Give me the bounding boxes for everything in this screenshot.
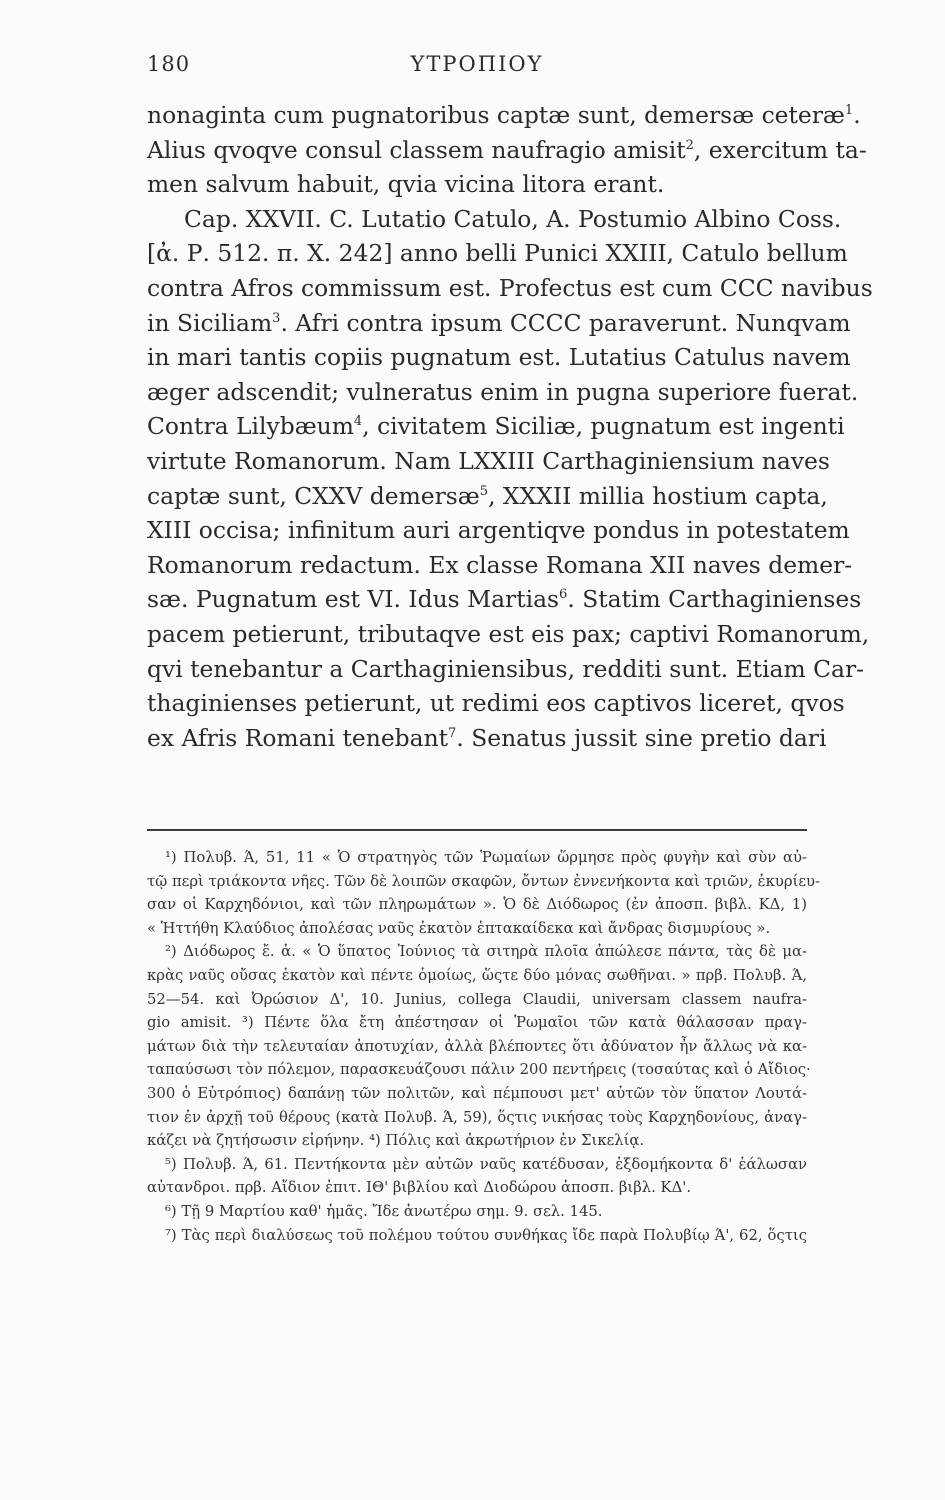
text-line-text-tail: , civitatem Siciliæ, pugnatum est ingenti (362, 412, 845, 441)
footnote-line (147, 1011, 807, 1035)
footnote-line (147, 917, 807, 941)
footnote-marker: 5 (479, 483, 489, 499)
text-line (147, 617, 870, 652)
text-line (147, 548, 853, 583)
text-line (147, 202, 842, 237)
footnote-line (147, 1082, 807, 1106)
footnote-line (147, 940, 807, 964)
footnote-line (147, 1176, 807, 1200)
footnote-line-text: κρὰς ναῦς οὔσας ἑκατὸν καὶ πέντε ὁμοίως, ὥςτε δύο μόνας σωθῆναι. » πρβ. Πολυβ. Ά, (147, 966, 807, 984)
footnote-line-text: ταπαύσωσι τὸν πόλεμον, παρασκευάζουσι πάλιν 200 πεντήρεις (τοσαύτας καὶ ὁ Αἴδιος· (147, 1061, 811, 1079)
text-line-text: captæ sunt, CXXV demersæ (147, 481, 480, 510)
text-line-text: ex Afris Romani tenebant (147, 723, 449, 752)
text-line-text: contra Afros commissum est. Profectus est cum CCC navibus (147, 273, 873, 302)
footnote-line (147, 988, 807, 1012)
footnote-line-text: gio amisit. ³) Πέντε ὅλα ἔτη ἀπέστησαν οἱ Ῥωμαῖοι τῶν κατὰ θάλασσαν πραγ- (147, 1014, 807, 1032)
text-line (147, 167, 807, 202)
text-line (147, 133, 867, 168)
footnote-line-text: τῷ περὶ τριάκοντα νῆες. Τῶν δὲ λοιπῶν σκαφῶν, ὄντων ἐννενήκοντα καὶ τριῶν, ἐκυρίευ- (147, 872, 821, 890)
footnote-marker: 6 (559, 587, 568, 603)
text-line-text: [ἀ. Ρ. 512. π. Χ. 242] anno belli Punici XXIII, Catulo bellum (147, 239, 848, 268)
footnote-marker: 4 (353, 414, 363, 430)
footnote-line (147, 846, 807, 870)
footnote-line-text: μάτων διὰ τὴν τελευταίαν ἀποτυχίαν, ἀλλὰ βλέποντες ὅτι ἀδύνατον ἦν ἄλλως νὰ κα- (147, 1037, 807, 1055)
text-line-text-tail: , exercitum ta- (693, 135, 867, 164)
footnote-line-text: ²) Διόδωρος ἔ. ἀ. « Ὁ ὕπατος Ἰούνιος τὰ σιτηρὰ πλοῖα ἀπώλεσε πάντα, τὰς δὲ μα- (165, 943, 807, 961)
text-line (147, 652, 865, 687)
text-line (147, 271, 873, 306)
text-line-text: Contra Lilybæum (147, 412, 354, 441)
footnote-line-text: τιον ἐν ἀρχῇ τοῦ θέρους (κατὰ Πολυβ. Ά, 59), ὅςτις νικήσας τοὺς Καρχηδονίους, ἀναγ- (147, 1108, 807, 1126)
text-line-text: qvi tenebantur a Carthaginiensibus, redditi sunt. Etiam Car- (147, 654, 865, 683)
footnote-line (147, 1058, 811, 1082)
text-line-text: thaginienses petierunt, ut redimi eos captivos liceret, qvos (147, 689, 845, 718)
text-line (147, 236, 848, 271)
footnote-marker: 1 (844, 103, 854, 119)
footnote-line (147, 1035, 807, 1059)
footnote-marker: 3 (272, 310, 281, 326)
text-line (147, 686, 845, 721)
footnote-line-text: « Ἡττήθη Κλαύδιος ἀπολέσας ναῦς ἑκατὸν ἑπτακαίδεκα καὶ ἄνδρας δισμυρίους ». (147, 919, 771, 937)
footnote-line-text: ¹) Πολυβ. Ά, 51, 11 « Ὁ στρατηγὸς τῶν Ῥωμαίων ὥρμησε πρὸς φυγὴν καὶ σὺν αὐ- (165, 849, 807, 866)
text-line-text-tail: . Statim Carthaginienses (567, 585, 862, 614)
main-text (147, 98, 873, 755)
footnote-line-text: σαν οἱ Καρχηδόνιοι, καὶ τῶν πληρωμάτων ». Ὁ δὲ Διόδωρος (ἐν ἀποσπ. βιβλ. ΚΔ, 1) (147, 896, 807, 914)
text-line-text: nonaginta cum pugnatoribus captæ sunt, demersæ ceteræ (147, 101, 845, 129)
running-title: ΥΤΡΟΠΙΟΥ (410, 52, 544, 76)
footnote-line (147, 1224, 807, 1248)
text-line-text: in Siciliam (147, 308, 273, 337)
footnote-line (147, 964, 807, 988)
text-line-text: virtute Romanorum. Nam LXXIII Carthaginiensium naves (147, 446, 830, 475)
text-line (147, 513, 850, 548)
text-line-text: men salvum habuit, qvia vicina litora erant. (147, 170, 665, 199)
footnote-divider (147, 829, 807, 831)
page-header (147, 52, 807, 88)
text-line (147, 306, 851, 341)
text-line (147, 582, 862, 617)
footnote-line-text: ⁷) Τὰς περὶ διαλύσεως τοῦ πολέμου τούτου συνθήκας ἴδε παρὰ Πολυβίῳ Ά', 62, ὅςτις (165, 1226, 807, 1244)
text-line (147, 375, 859, 410)
text-line-text-tail: . (853, 101, 861, 129)
text-line (147, 479, 828, 514)
text-line-text: Cap. XXVII. C. Lutatio Catulo, A. Postumio Albino Coss. (184, 204, 842, 233)
text-line-text: Romanorum redactum. Ex classe Romana XII naves demer- (147, 550, 853, 579)
footnote-line (147, 1106, 807, 1130)
text-line (147, 409, 845, 444)
text-line-text: æger adscendit; vulneratus enim in pugna superiore fuerat. (147, 377, 859, 406)
text-line-text-tail: , XXXII millia hostium capta, (488, 481, 828, 510)
footnote-line-text: 52—54. καὶ Ὀρώσιον Δ', 10. Junius, collega Claudii, universam classem naufra- (147, 990, 807, 1008)
footnote-line (147, 1200, 807, 1224)
footnote-line-text: 300 ὁ Εὐτρόπιος) δαπάνῃ τῶν πολιτῶν, καὶ πέμπουσι μετ' αὐτῶν τὸν ὕπατον Λουτά- (147, 1084, 807, 1102)
footnote-line (147, 870, 821, 894)
text-line-text-tail: . Afri contra ipsum CCCC paraverunt. Nunqvam (280, 308, 851, 337)
text-line-text-tail: . Senatus jussit sine pretio dari (456, 723, 827, 752)
footnote-marker: 7 (448, 725, 457, 741)
footnote-line (147, 893, 807, 917)
footnote-line-text: αὐτανδροι. πρβ. Αἴδιον ἐπιτ. ΙΘ' βιβλίου καὶ Διοδώρου ἀποσπ. βιβλ. ΚΔ'. (147, 1179, 692, 1197)
footnote-line-text: κάζει νὰ ζητήσωσιν εἰρήνην. ⁴) Πόλις καὶ ἀκρωτήριον ἐν Σικελίᾳ. (147, 1132, 645, 1150)
text-line-text: XIII occisa; infinitum auri argentiqve pondus in potestatem (147, 516, 850, 545)
footnotes (147, 846, 821, 1247)
footnote-line-text: ⁵) Πολυβ. Ά, 61. Πεντήκοντα μὲν αὐτῶν ναῦς κατέδυσαν, ἑξδομήκοντα δ' ἑάλωσαν (165, 1155, 807, 1173)
text-line-text: pacem petierunt, tributaqve est eis pax; captivi Romanorum, (147, 619, 870, 648)
footnote-line-text: ⁶) Τῇ 9 Μαρτίου καθ' ἡμᾶς. Ἴδε ἀνωτέρω σημ. 9. σελ. 145. (165, 1202, 603, 1220)
text-line-text: Alius qvoqve consul classem naufragio amisit (147, 135, 686, 164)
text-line (147, 721, 827, 756)
page-number: 180 (147, 52, 191, 76)
text-line (147, 340, 851, 375)
footnote-line (147, 1129, 807, 1153)
footnote-line (147, 1153, 807, 1177)
text-line (147, 98, 861, 133)
text-line (147, 444, 830, 479)
text-line-text: sæ. Pugnatum est VI. Idus Martias (147, 585, 560, 614)
footnote-marker: 2 (685, 137, 694, 153)
text-line-text: in mari tantis copiis pugnatum est. Lutatius Catulus navem (147, 343, 851, 372)
